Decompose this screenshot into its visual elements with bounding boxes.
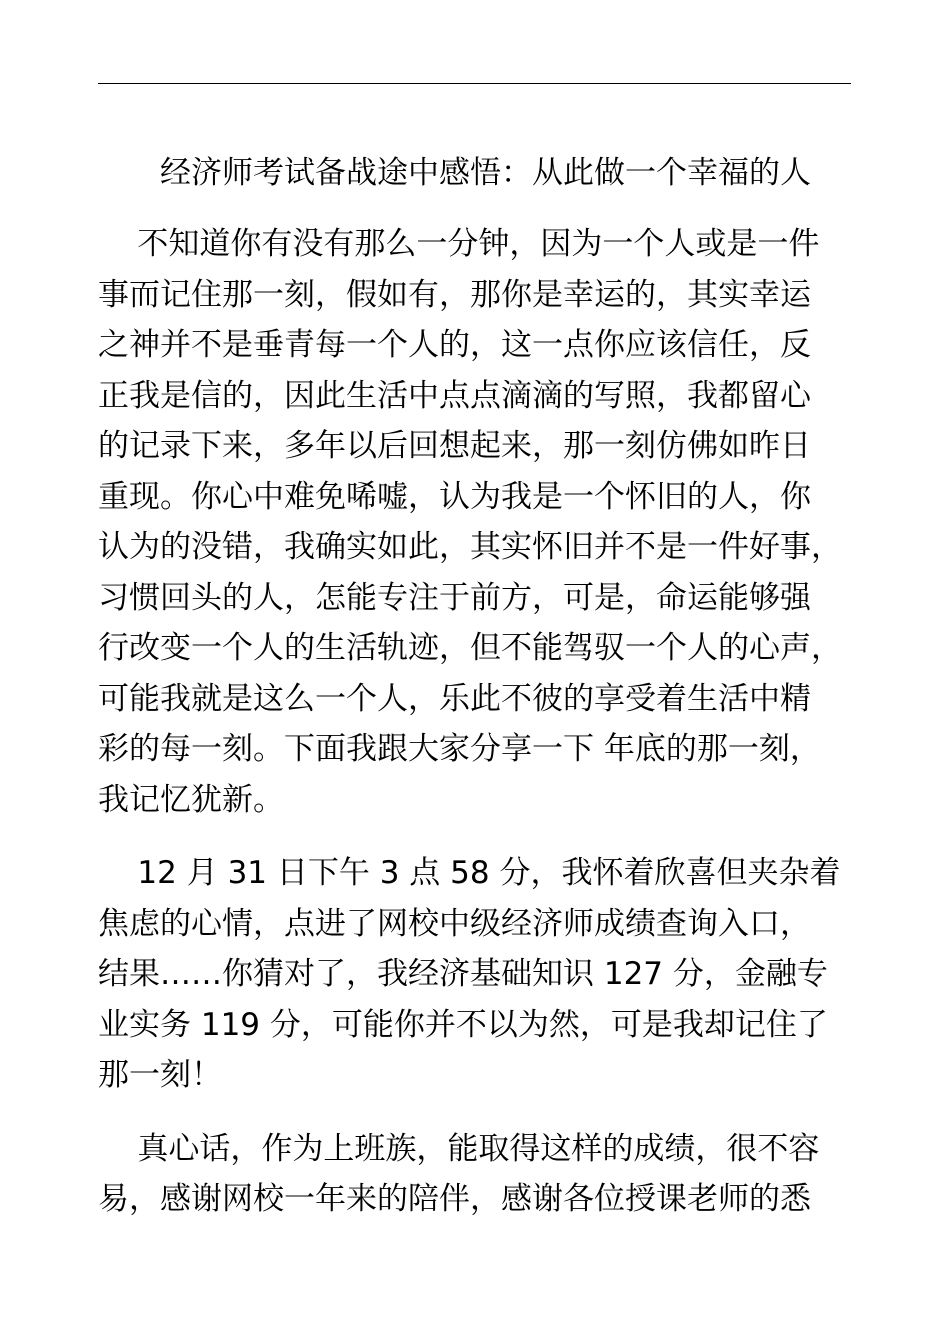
paragraph-line: 真心话，作为上班族，能取得这样的成绩，很不容 [98,1130,820,1167]
paragraph-line: 焦虑的心情，点进了网校中级经济师成绩查询入口， [98,905,811,942]
paragraph-line: 业实务 119 分，可能你并不以为然，可是我却记住了 [98,1006,828,1043]
paragraph-line: 的记录下来，多年以后回想起来，那一刻仿佛如昨日 [98,428,811,464]
paragraph-line: 那一刻！ [98,1057,222,1093]
paragraph-line: 我记忆犹新。 [98,781,284,818]
paragraph-1 [98,219,858,825]
paragraph-line: 不知道你有没有那么一分钟，因为一个人或是一件 [98,226,820,262]
paragraph-line: 事而记住那一刻，假如有，那你是幸运的，其实幸运 [98,276,811,313]
paragraph-line: 12 月 31 日下午 3 点 58 分，我怀着欣喜但夹杂着 [98,855,841,891]
paragraph-2 [98,848,858,1101]
paragraph-line: 之神并不是垂青每一个人的，这一点你应该信任，反 [98,327,811,363]
paragraph-line: 易，感谢网校一年来的陪伴，感谢各位授课老师的悉 [98,1181,811,1217]
paragraph-line: 结果……你猜对了，我经济基础知识 127 分，金融专 [98,956,828,992]
document-body [98,219,858,1225]
paragraph-line: 习惯回头的人，怎能专注于前方，可是，命运能够强 [98,579,811,616]
paragraph-line: 可能我就是这么一个人，乐此不彼的享受着生活中精 [98,680,811,717]
paragraph-line: 彩的每一刻。下面我跟大家分享一下 年底的那一刻， [98,731,821,767]
document-title: 经济师考试备战途中感悟：从此做一个幸福的人 [160,155,811,191]
header-rule [98,83,851,84]
paragraph-line: 重现。你心中难免唏嘘，认为我是一个怀旧的人，你 [98,478,811,515]
paragraph-line: 认为的没错，我确实如此，其实怀旧并不是一件好事， [98,529,842,565]
paragraph-line: 行改变一个人的生活轨迹，但不能驾驭一个人的心声， [98,630,842,666]
paragraph-line: 正我是信的，因此生活中点点滴滴的写照，我都留心 [98,377,811,414]
paragraph-3 [98,1124,858,1225]
